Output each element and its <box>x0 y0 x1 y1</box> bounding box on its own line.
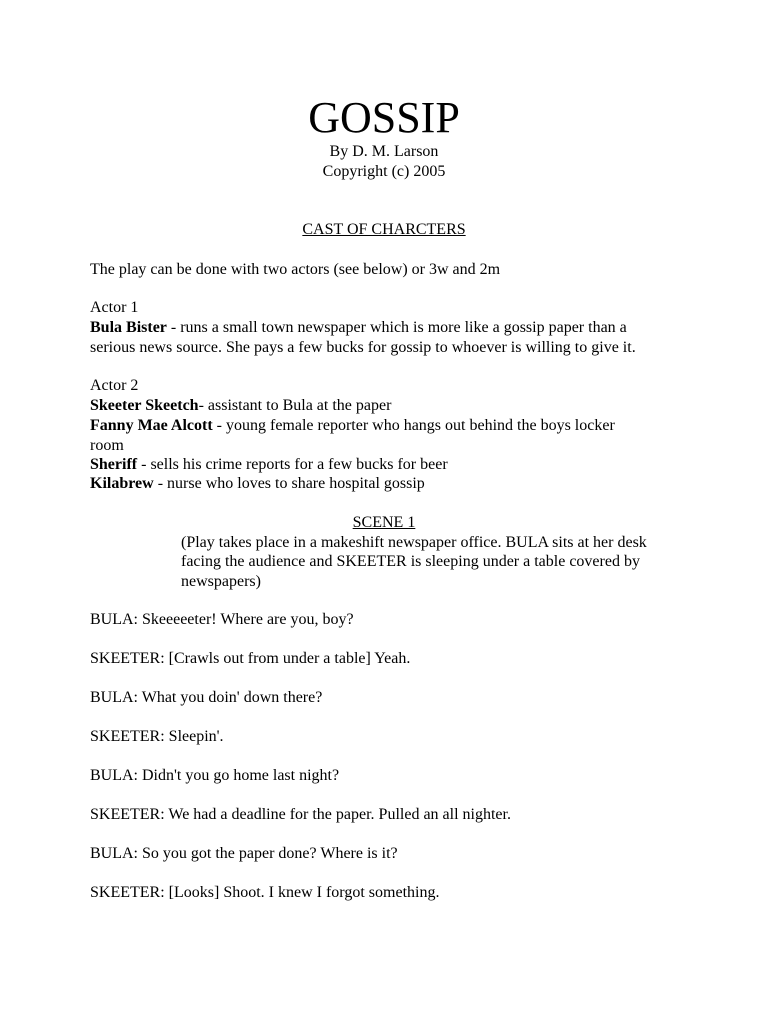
character-description: - sells his crime reports for a few bucks for beer <box>137 456 448 473</box>
actor1-label: Actor 1 <box>90 299 139 316</box>
cast-entry-bula-cont: serious news source. She pays a few bucks for gossip to whoever is willing to give it. <box>90 339 636 356</box>
character-description: - runs a small town newspaper which is more like a gossip paper than a <box>166 319 627 336</box>
scene-heading-text: SCENE 1 <box>352 514 416 531</box>
play-title: GOSSIP <box>308 93 460 142</box>
dialogue-line: SKEETER: Sleepin'. <box>90 728 224 745</box>
dialogue-line: SKEETER: [Crawls out from under a table] Yeah. <box>90 650 411 667</box>
character-name: Bula Bister <box>90 319 167 336</box>
scene-heading <box>0 513 768 533</box>
character-name: Fanny Mae Alcott <box>90 417 213 434</box>
stage-direction: (Play takes place in a makeshift newspaper office. BULA sits at her desk <box>181 534 647 551</box>
dialogue-line: SKEETER: We had a deadline for the paper. Pulled an all nighter. <box>90 806 511 823</box>
character-description: - nurse who loves to share hospital gossip <box>153 475 425 492</box>
copyright: Copyright (c) 2005 <box>322 163 446 180</box>
cast-heading <box>0 220 768 240</box>
cast-entry-kilabrew <box>90 474 425 494</box>
character-name: Kilabrew <box>90 475 154 492</box>
cast-entry-skeeter <box>90 396 391 416</box>
dialogue-line: BULA: What you doin' down there? <box>90 689 323 706</box>
cast-entry-fanny <box>90 416 615 436</box>
actor2-label: Actor 2 <box>90 377 139 394</box>
dialogue-line: SKEETER: [Looks] Shoot. I knew I forgot something. <box>90 884 440 901</box>
cast-intro: The play can be done with two actors (see below) or 3w and 2m <box>90 261 501 278</box>
cast-heading-text: CAST OF CHARCTERS <box>302 221 466 238</box>
character-name: Sheriff <box>90 456 138 473</box>
cast-entry-fanny-cont: room <box>90 437 124 454</box>
character-name: Skeeter Skeetch <box>90 397 199 414</box>
stage-direction: newspapers) <box>181 573 261 590</box>
stage-direction: facing the audience and SKEETER is sleeping under a table covered by <box>181 553 640 570</box>
dialogue-line: BULA: Skeeeeeter! Where are you, boy? <box>90 611 354 628</box>
character-description: - assistant to Bula at the paper <box>198 397 392 414</box>
dialogue-line: BULA: Didn't you go home last night? <box>90 767 340 784</box>
dialogue-line: BULA: So you got the paper done? Where is it? <box>90 845 398 862</box>
cast-entry-bula <box>90 318 627 338</box>
character-description: - young female reporter who hangs out behind the boys locker <box>212 417 615 434</box>
cast-entry-sheriff <box>90 455 448 475</box>
byline: By D. M. Larson <box>329 143 439 160</box>
